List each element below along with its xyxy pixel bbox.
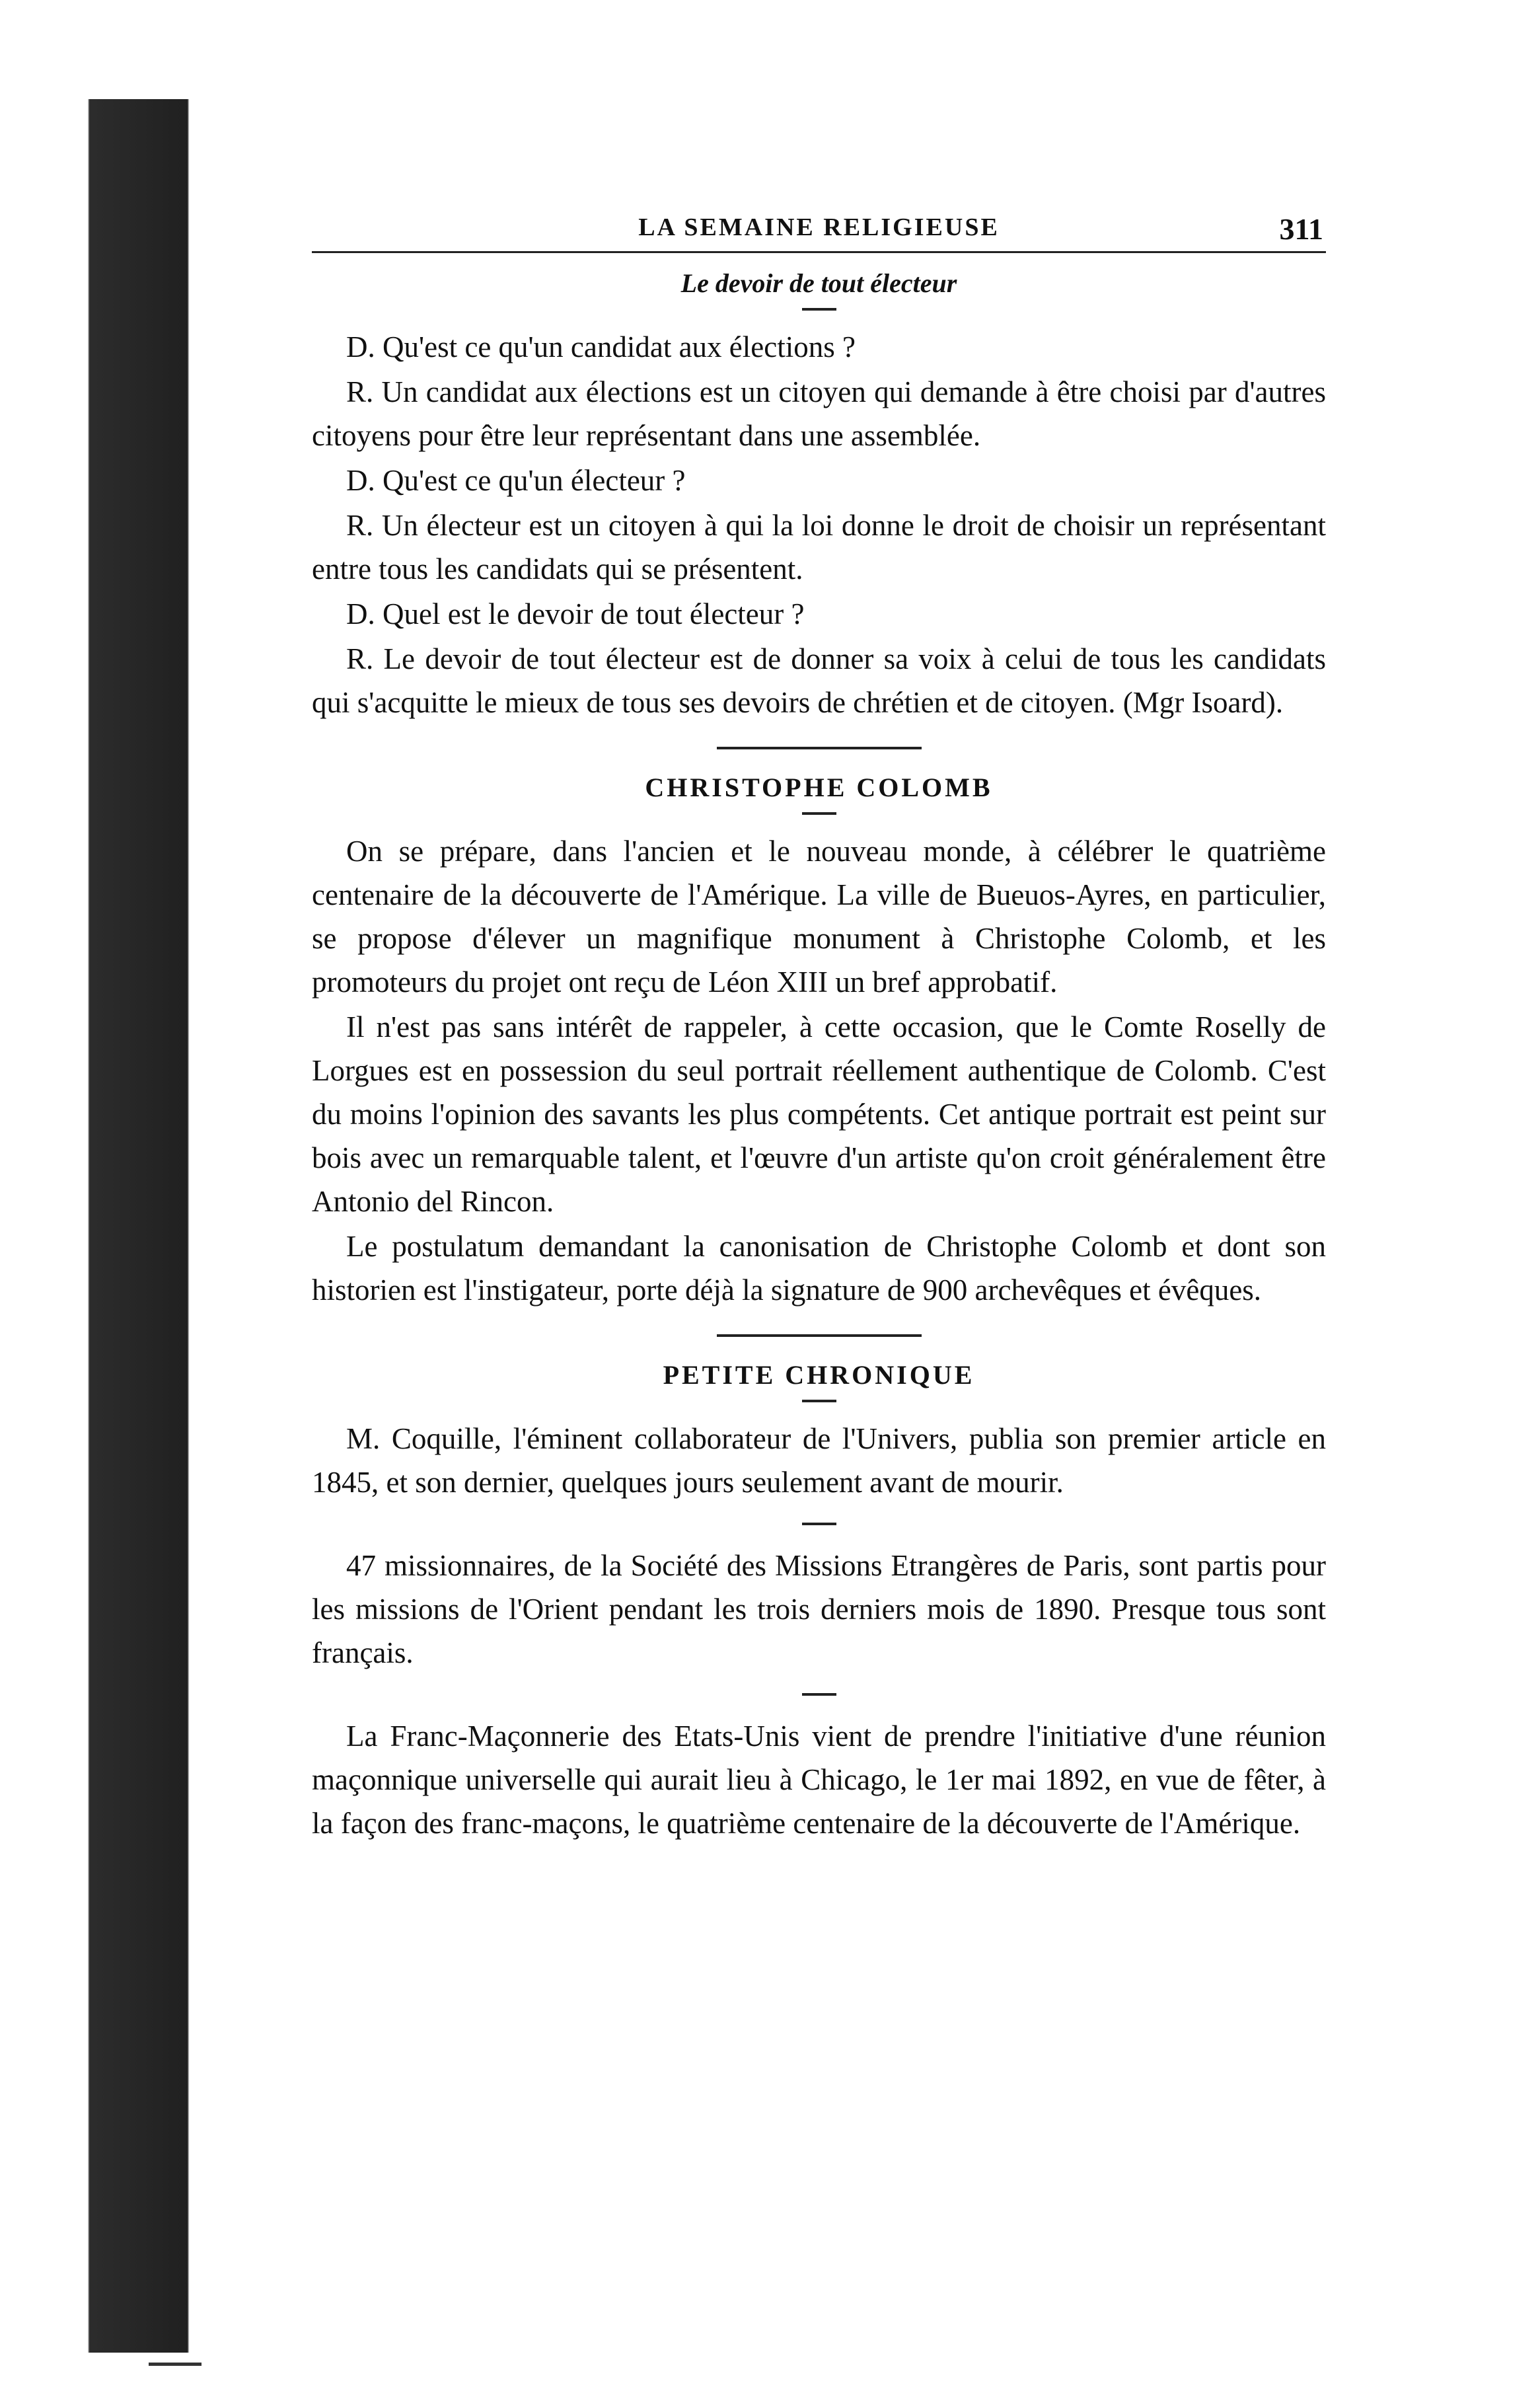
running-title: LA SEMAINE RELIGIEUSE	[638, 213, 1000, 241]
catechism-answer: R. Un candidat aux élections est un citoyen qui demande à être choisi par d'autres citoyens pour être leur représentant dans une assemblée.	[312, 375, 1326, 452]
section-christophe-colomb	[312, 829, 1326, 1312]
section-devoir-electeur	[312, 325, 1326, 724]
section-heading-devoir-electeur: Le devoir de tout électeur	[680, 268, 957, 298]
heading-dash	[802, 812, 836, 815]
catechism-question: D. Qu'est ce qu'un candidat aux élections ?	[346, 330, 856, 363]
page-number: 311	[1279, 212, 1323, 246]
chronicle-item: M. Coquille, l'éminent collaborateur de l'Univers, publia son premier article en 1845, et son dernier, quelques jours seulement avant de mourir.	[312, 1422, 1326, 1499]
section-heading-petite-chronique: PETITE CHRONIQUE	[663, 1360, 975, 1390]
catechism-answer: R. Un électeur est un citoyen à qui la loi donne le droit de choisir un représentant entre tous les candidats qui se présentent.	[312, 509, 1326, 586]
item-dash	[802, 1693, 836, 1696]
heading-dash	[802, 308, 836, 311]
section-divider	[717, 1334, 922, 1337]
chronicle-item: 47 missionnaires, de la Société des Missions Etrangères de Paris, sont partis pour les missions de l'Orient pendant les trois derniers mois de 1890. Presque tous sont français.	[312, 1549, 1326, 1669]
catechism-answer: R. Le devoir de tout électeur est de donner sa voix à celui de tous les candidats qui s'acquitte le mieux de tous ses devoirs de chrétien et de citoyen. (Mgr Isoard).	[312, 642, 1326, 719]
article-paragraph: Il n'est pas sans intérêt de rappeler, à cette occasion, que le Comte Roselly de Lorgues est en possession du seul portrait réellement authentique de Colomb. C'est du moins l'opinion des savants les plus compétents. Cet antique portrait est peint sur bois avec un remarquable talent, et l'œuvre d'un artiste qu'on croit généralement être Antonio del Rincon.	[312, 1010, 1326, 1218]
catechism-question: D. Quel est le devoir de tout électeur ?	[346, 597, 805, 630]
section-petite-chronique	[312, 1417, 1326, 1845]
chronicle-item: La Franc-Maçonnerie des Etats-Unis vient de prendre l'initiative d'une réunion maçonnique universelle qui aurait lieu à Chicago, le 1er mai 1892, en vue de fêter, à la façon des franc-maçons, le quatrième centenaire de la découverte de l'Amérique.	[312, 1720, 1326, 1840]
section-divider	[717, 747, 922, 749]
item-dash	[802, 1523, 836, 1525]
running-head	[312, 198, 1326, 253]
section-heading-christophe-colomb: CHRISTOPHE COLOMB	[645, 773, 993, 802]
heading-dash	[802, 1400, 836, 1402]
catechism-question: D. Qu'est ce qu'un électeur ?	[346, 464, 686, 497]
article-paragraph: On se prépare, dans l'ancien et le nouveau monde, à célébrer le quatrième centenaire de la découverte de l'Amérique. La ville de Bueuos-Ayres, en particulier, se propose d'élever un magnifique monument à Christophe Colomb, et les promoteurs du projet ont reçu de Léon XIII un bref approbatif.	[312, 835, 1326, 999]
page-content	[312, 198, 1326, 1845]
scan-binding-edge	[26, 99, 202, 2353]
article-paragraph: Le postulatum demandant la canonisation de Christophe Colomb et dont son historien est l'instigateur, porte déjà la signature de 900 archevêques et évêques.	[312, 1230, 1326, 1306]
